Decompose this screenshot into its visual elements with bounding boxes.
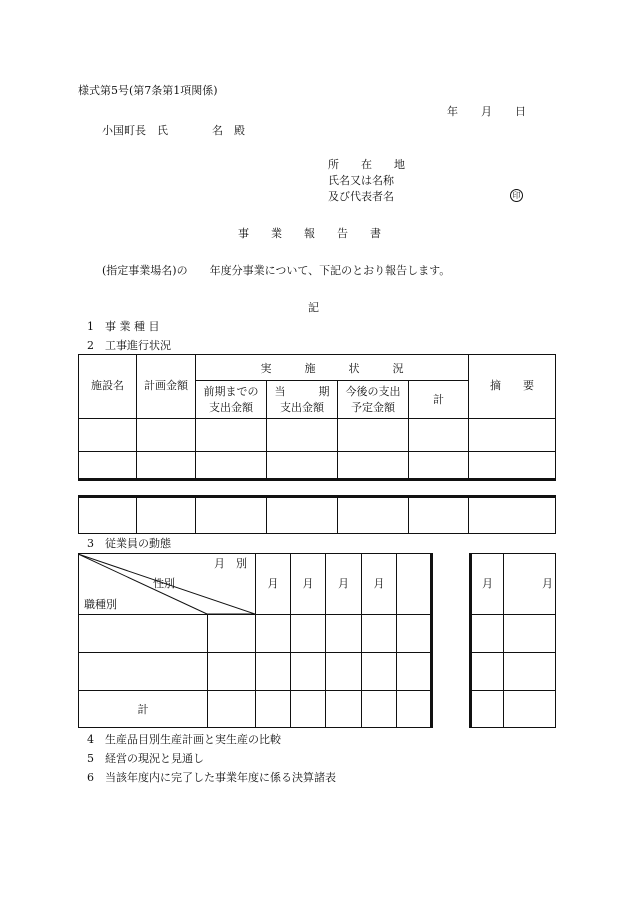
month-col-3: 月 — [338, 577, 349, 590]
implementation-status-header: 実 施 状 況 — [260, 362, 404, 375]
representative-label: 及び代表者名 — [328, 190, 394, 203]
future-expense-header-line1: 今後の支出 — [345, 385, 401, 398]
prev-expense-header-line2: 支出金額 — [209, 401, 253, 414]
month-col-1: 月 — [267, 577, 279, 590]
month-col-2: 月 — [302, 577, 314, 590]
month-col-6: 月 — [542, 577, 553, 590]
section-1: 1 事 業 種 目 — [87, 320, 160, 333]
month-col-5: 月 — [482, 577, 493, 590]
current-expense-header-line1: 当 期 — [274, 385, 330, 398]
remarks-header: 摘 要 — [490, 379, 534, 392]
name-label: 氏名又は名称 — [328, 174, 394, 187]
intro-text: (指定事業場名)の 年度分事業について、下記のとおり報告します。 — [102, 264, 451, 277]
date-year: 年 — [447, 105, 458, 118]
current-expense-header-line2: 支出金額 — [280, 401, 324, 414]
gender-label: 性別 — [153, 577, 175, 590]
job-type-label: 職種別 — [84, 598, 117, 611]
total-header: 計 — [433, 393, 444, 406]
date-month: 月 — [481, 105, 492, 118]
form-number: 様式第5号(第7条第1項関係) — [78, 84, 218, 97]
section-6: 6 当該年度内に完了した事業年度に係る決算諸表 — [87, 771, 336, 784]
addressee: 小国町長 氏 名 殿 — [102, 124, 245, 137]
seal-mark: 印 — [510, 189, 523, 202]
date-day: 日 — [515, 105, 526, 118]
month-col-4: 月 — [373, 577, 385, 590]
facility-header: 施設名 — [91, 379, 124, 392]
future-expense-header-line2: 予定金額 — [351, 401, 395, 414]
document-title: 事 業 報 告 書 — [238, 227, 381, 240]
section-4: 4 生産品目別生産計画と実生産の比較 — [87, 733, 281, 746]
plan-amount-header: 計画金額 — [144, 379, 188, 392]
section-3: 3 従業員の動態 — [87, 537, 171, 550]
month-label: 月 別 — [214, 557, 247, 570]
total-row-label: 計 — [137, 703, 149, 716]
section-5: 5 経営の現況と見通し — [87, 752, 204, 765]
section-2: 2 工事進行状況 — [87, 339, 171, 352]
prev-expense-header-line1: 前期までの — [203, 385, 259, 398]
address-label: 所 在 地 — [328, 158, 405, 171]
ki-mark: 記 — [308, 301, 319, 314]
